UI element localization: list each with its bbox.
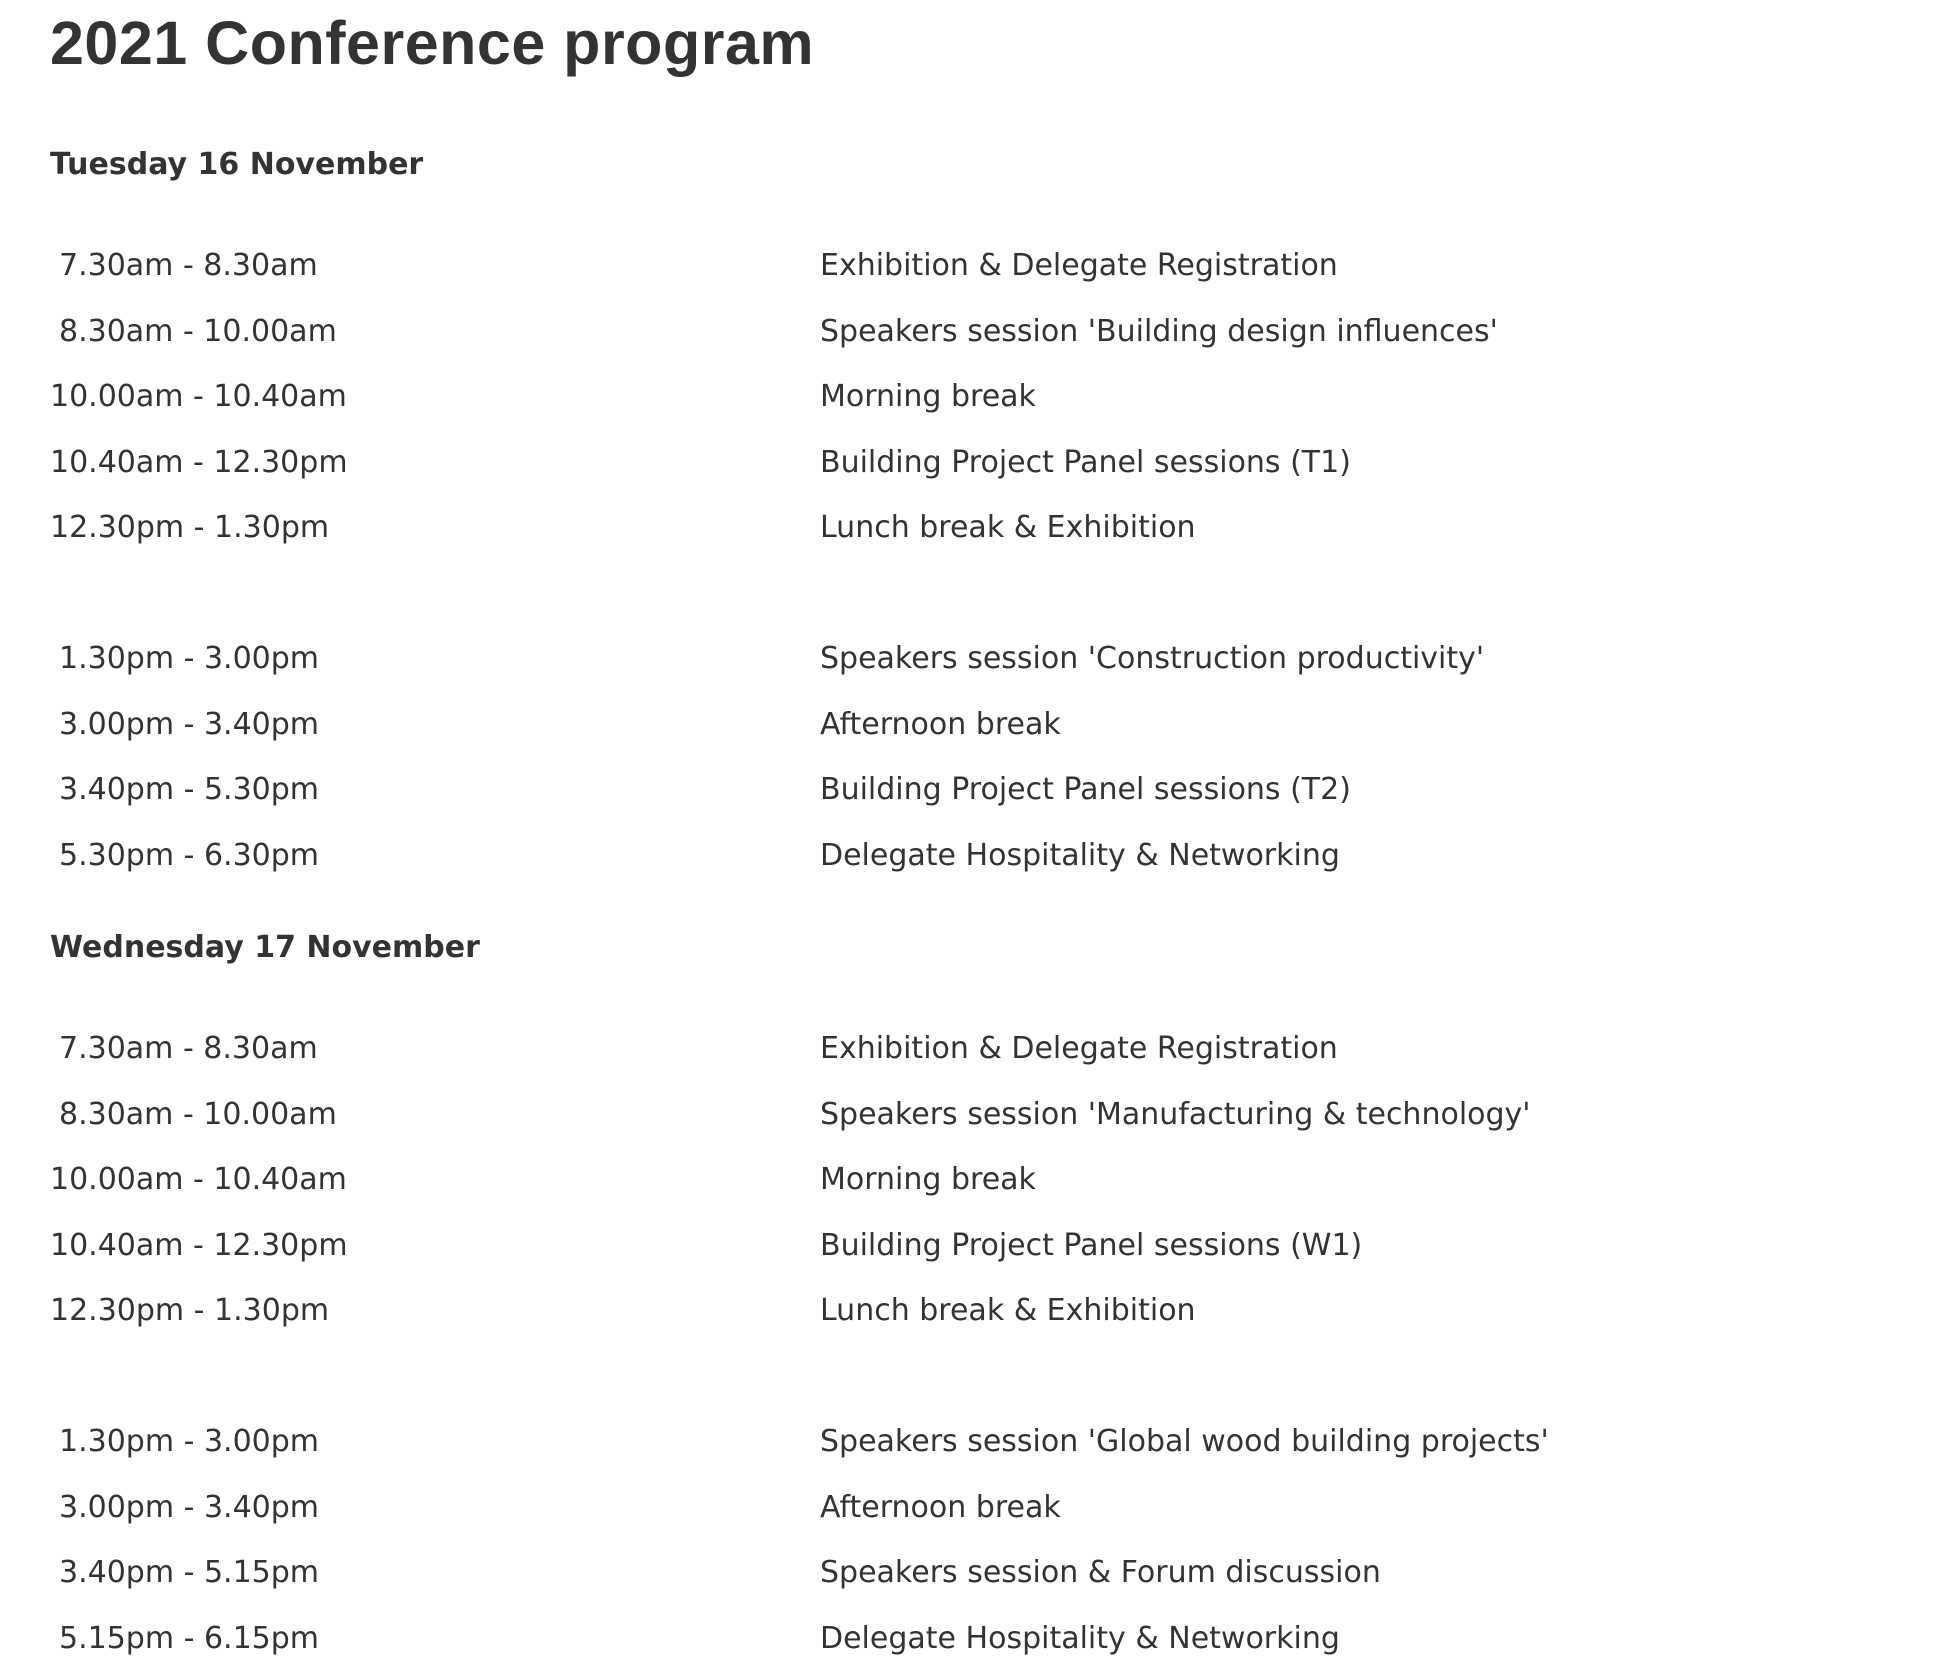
- session-time: 5.15pm - 6.15pm: [59, 1620, 320, 1656]
- session-time: 7.30am - 8.30am: [59, 248, 318, 283]
- schedule-row: [50, 1409, 1910, 1475]
- schedule-row: [50, 1540, 1910, 1606]
- schedule-row: [50, 1606, 1910, 1672]
- session-activity: Afternoon break: [820, 706, 1061, 742]
- session-time: 1.30pm - 3.00pm: [59, 641, 320, 676]
- session-time: 8.30am - 10.00am: [59, 313, 337, 349]
- session-activity: Lunch break & Exhibition: [820, 510, 1196, 545]
- session-time: 1.30pm - 3.00pm: [59, 1424, 320, 1459]
- schedule-row: [50, 299, 1910, 365]
- schedule-row: [50, 757, 1910, 823]
- schedule-row: [50, 1278, 1910, 1344]
- session-activity: Morning break: [820, 379, 1036, 414]
- session-activity: Exhibition & Delegate Registration: [820, 1031, 1338, 1066]
- session-activity: Afternoon break: [820, 1489, 1061, 1525]
- session-time: 10.00am - 10.40am: [50, 1162, 347, 1197]
- schedule-row: [50, 233, 1910, 299]
- conference-program-page: [50, 0, 1910, 1671]
- schedule-table: [50, 1016, 1910, 1671]
- schedule-row: [50, 1016, 1910, 1082]
- session-time: 10.00am - 10.40am: [50, 379, 347, 414]
- schedule-row: [50, 430, 1910, 496]
- session-time: 7.30am - 8.30am: [59, 1031, 318, 1066]
- schedule-row: [50, 1475, 1910, 1541]
- session-time: 5.30pm - 6.30pm: [59, 837, 320, 873]
- session-time: 10.40am - 12.30pm: [50, 444, 348, 480]
- session-activity: Speakers session 'Building design influences': [820, 313, 1498, 349]
- day-section-wednesday: [50, 928, 1910, 1671]
- session-time: 10.40am - 12.30pm: [50, 1227, 348, 1263]
- session-time: 3.00pm - 3.40pm: [59, 706, 320, 742]
- session-time: 3.40pm - 5.15pm: [59, 1555, 320, 1590]
- session-activity: Lunch break & Exhibition: [820, 1293, 1196, 1328]
- session-time: 8.30am - 10.00am: [59, 1096, 337, 1132]
- session-activity: Exhibition & Delegate Registration: [820, 248, 1338, 283]
- schedule-row: [50, 823, 1910, 889]
- session-activity: Building Project Panel sessions (T2): [820, 772, 1351, 807]
- schedule-row: [50, 1082, 1910, 1148]
- schedule-row: [50, 1213, 1910, 1279]
- schedule-row: [50, 626, 1910, 692]
- schedule-row: [50, 692, 1910, 758]
- schedule-row: [50, 364, 1910, 430]
- session-time: 12.30pm - 1.30pm: [50, 510, 330, 545]
- session-time: 12.30pm - 1.30pm: [50, 1293, 330, 1328]
- day-heading: Tuesday 16 November: [50, 147, 424, 182]
- day-section-tuesday: [50, 145, 1910, 888]
- session-activity: Morning break: [820, 1162, 1036, 1197]
- session-activity: Speakers session 'Construction productivity': [820, 641, 1485, 676]
- session-activity: Building Project Panel sessions (W1): [820, 1227, 1363, 1263]
- session-activity: Speakers session 'Global wood building projects': [820, 1424, 1549, 1459]
- session-activity: Speakers session 'Manufacturing & technology': [820, 1096, 1531, 1132]
- session-activity: Delegate Hospitality & Networking: [820, 1620, 1340, 1656]
- day-heading: Wednesday 17 November: [50, 930, 480, 965]
- schedule-row: [50, 495, 1910, 561]
- session-activity: Speakers session & Forum discussion: [820, 1555, 1381, 1590]
- schedule-table: [50, 233, 1910, 888]
- session-activity: Building Project Panel sessions (T1): [820, 444, 1351, 480]
- schedule-row: [50, 1147, 1910, 1213]
- page-title: 2021 Conference program: [50, 9, 815, 77]
- session-activity: Delegate Hospitality & Networking: [820, 837, 1340, 873]
- session-time: 3.40pm - 5.30pm: [59, 772, 320, 807]
- session-time: 3.00pm - 3.40pm: [59, 1489, 320, 1525]
